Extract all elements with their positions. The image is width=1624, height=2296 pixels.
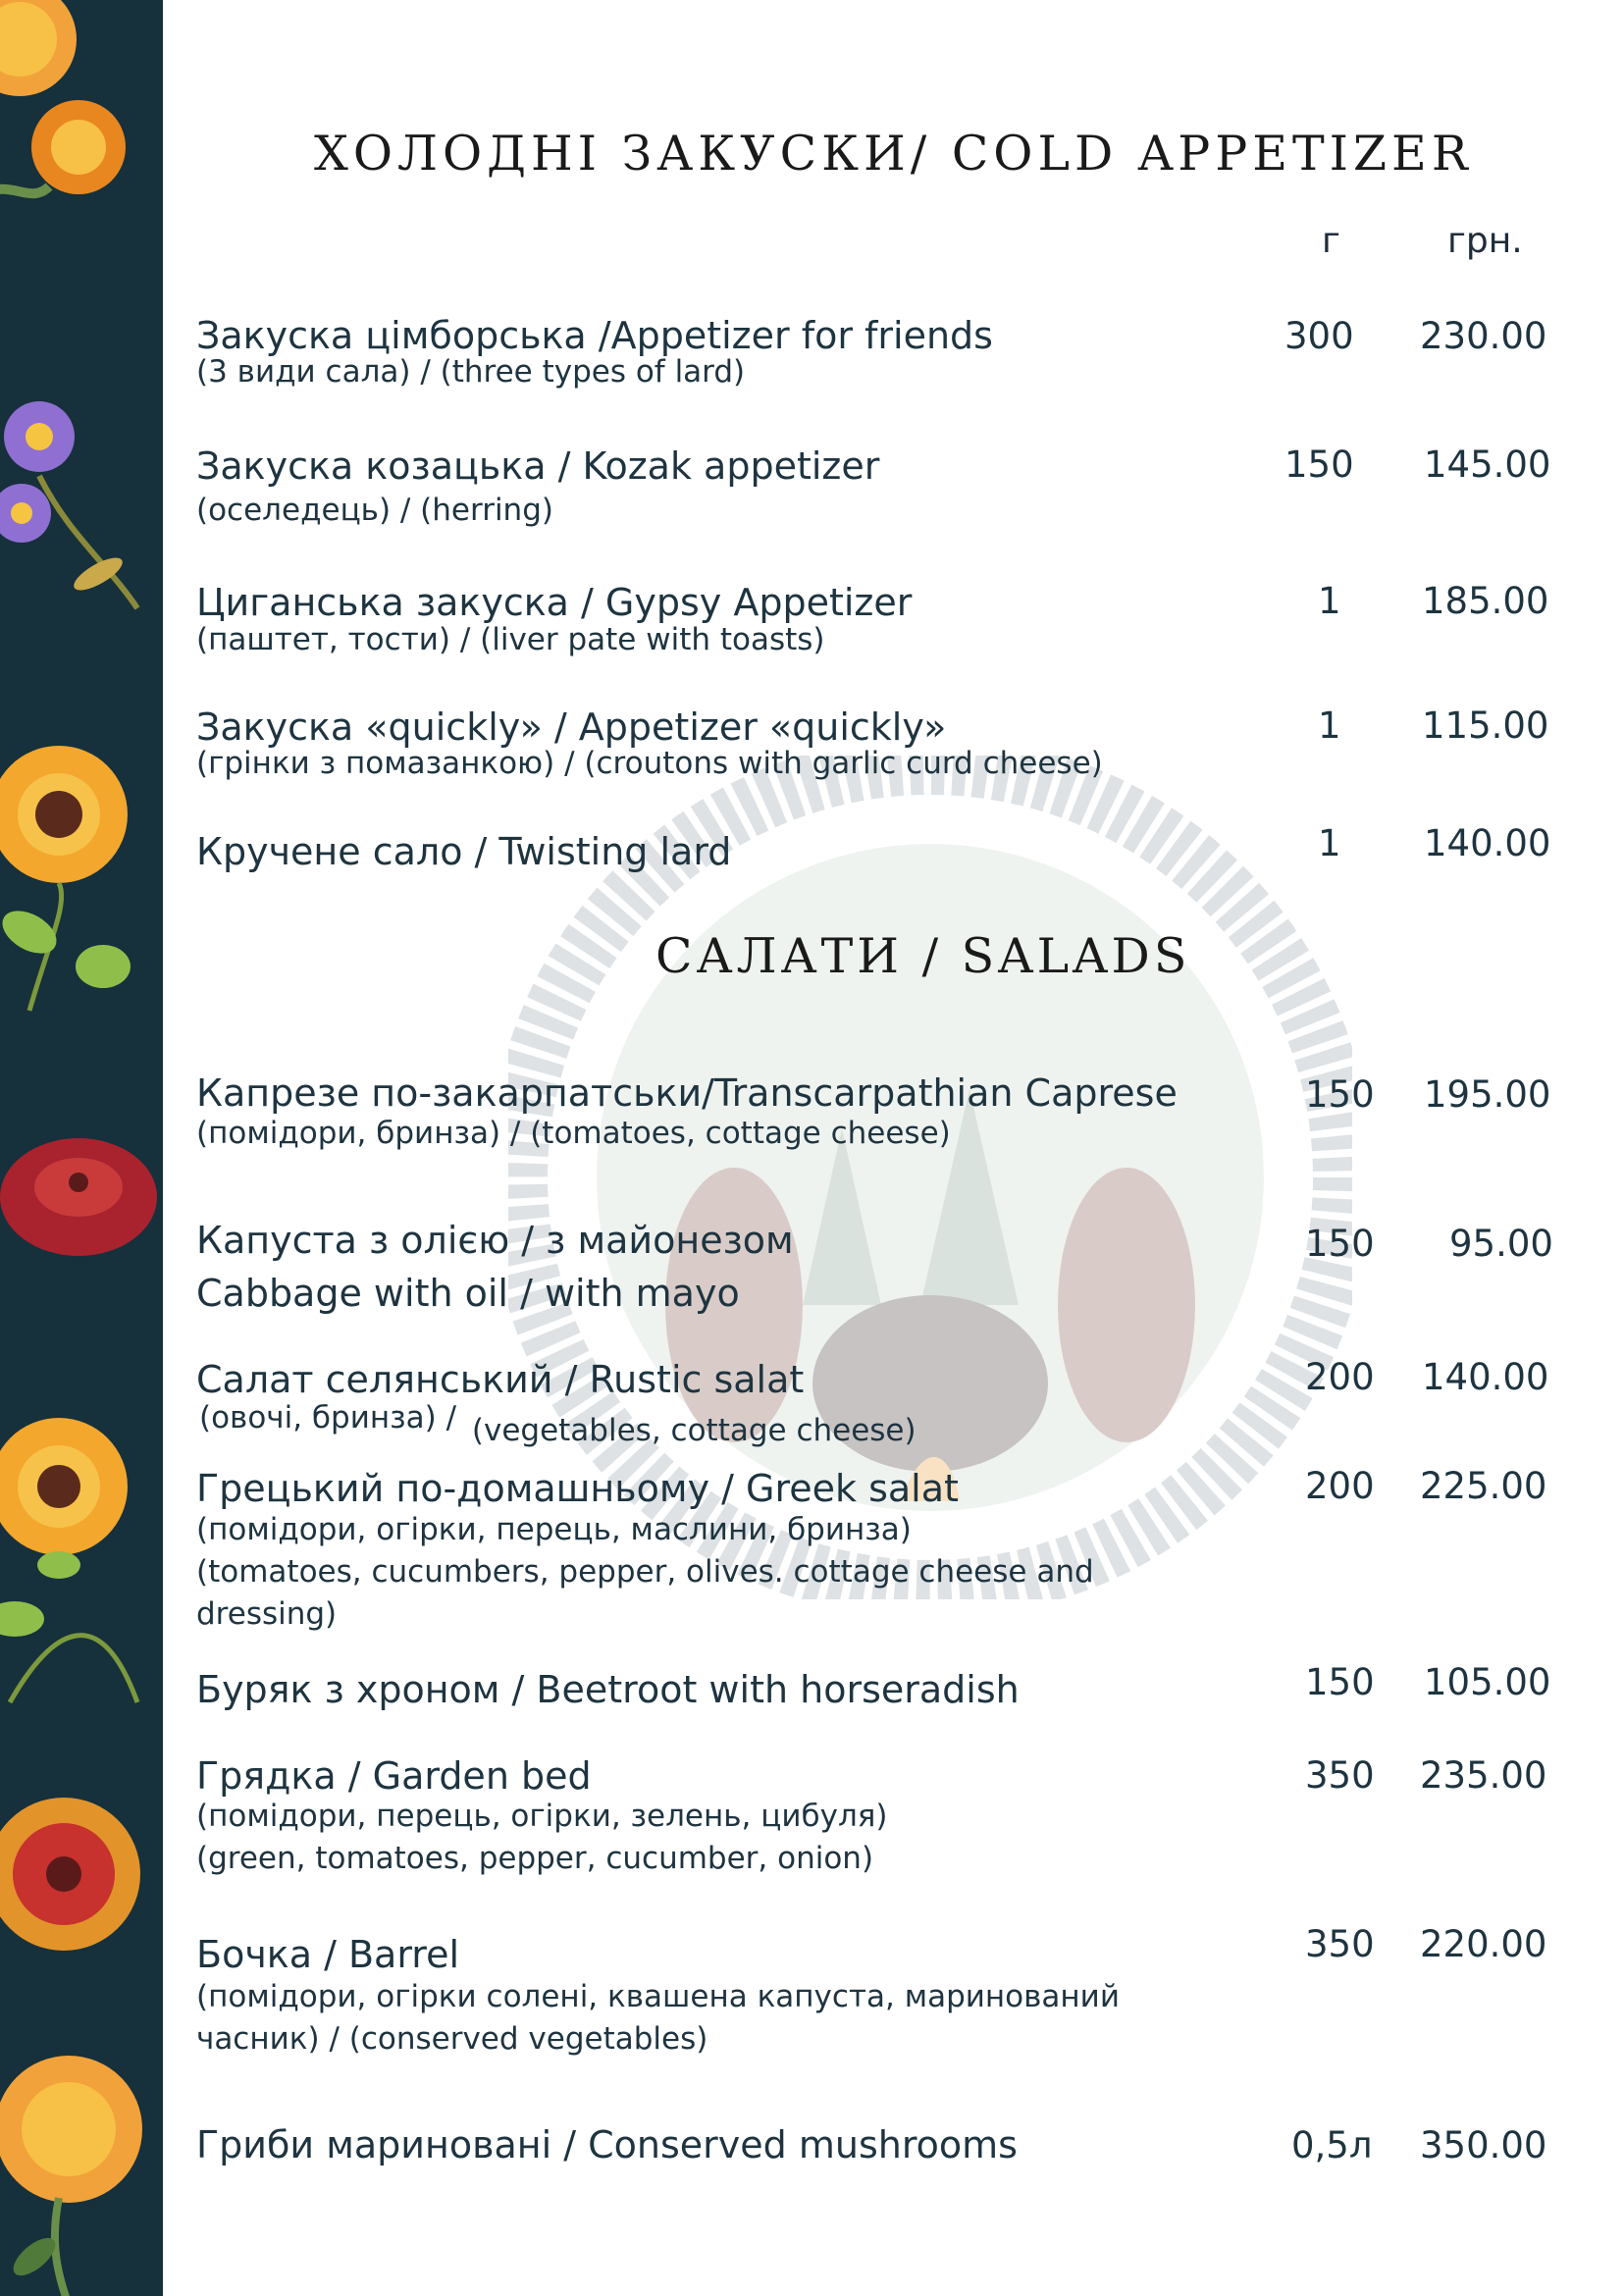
item-name: Закуска «quickly» / Appetizer «quickly» — [196, 705, 947, 749]
item-name: Гриби мариновані / Conserved mushrooms — [196, 2123, 1018, 2166]
item-description: (помідори, перець, огірки, зелень, цибуля) — [196, 1799, 888, 1834]
menu-item — [196, 828, 1452, 875]
item-weight: 350 — [1305, 1923, 1375, 1965]
item-name-english: Cabbage with oil / with mayo — [196, 1272, 740, 1315]
item-description: (помідори, огірки солені, квашена капуста, маринований — [196, 1979, 1120, 2014]
item-price: 225.00 — [1420, 1465, 1547, 1507]
item-description-en: (tomatoes, cucumbers, pepper, olives. cottage cheese and — [196, 1554, 1094, 1590]
poppy-icon — [0, 1128, 163, 1276]
menu-item — [196, 579, 1452, 661]
item-description: (оселедець) / (herring) — [196, 493, 553, 528]
item-name: Буряк з хроном / Beetroot with horseradish — [196, 1668, 1020, 1711]
menu-item — [196, 1666, 1452, 1713]
item-price: 220.00 — [1420, 1923, 1547, 1965]
item-description-en: dressing) — [196, 1596, 338, 1632]
item-description-ua: (овочі, бринза) / — [199, 1400, 457, 1435]
item-description-cont: часник) / (conserved vegetables) — [196, 2021, 708, 2057]
menu-item — [196, 1217, 1452, 1317]
sunflower-icon — [0, 1418, 157, 1712]
item-weight: 200 — [1305, 1465, 1375, 1507]
menu-item — [196, 312, 1452, 393]
item-name: Капуста з олією / з майонезом — [196, 1219, 794, 1262]
item-name: Закуска цімборська /Appetizer for friends — [196, 314, 993, 357]
item-price: 115.00 — [1422, 704, 1549, 747]
menu-item — [196, 1931, 1452, 2061]
item-description: (помідори, огірки, перець, маслини, бринза) — [196, 1512, 912, 1547]
aster-icon — [0, 397, 147, 623]
item-description: (3 види сала) / (three types of lard) — [196, 354, 746, 390]
item-name: Кручене сало / Twisting lard — [196, 830, 732, 873]
item-weight: 300 — [1284, 315, 1354, 357]
item-weight: 1 — [1318, 580, 1341, 622]
item-price: 105.00 — [1424, 1661, 1551, 1703]
item-name: Циганська закуска / Gypsy Appetizer — [196, 581, 913, 624]
item-weight: 150 — [1305, 1223, 1375, 1265]
floral-sidebar — [0, 0, 163, 2296]
item-description: (грінки з помазанкою) / (croutons with garlic curd cheese) — [196, 746, 1103, 781]
item-name: Грецький по-домашньому / Greek salat — [196, 1467, 959, 1510]
item-price: 145.00 — [1424, 444, 1551, 486]
item-name: Бочка / Barrel — [196, 1933, 460, 1976]
price-column-header: грн. — [1447, 221, 1523, 261]
item-weight: 350 — [1305, 1754, 1375, 1797]
item-name: Салат селянський / Rustic salat — [196, 1358, 805, 1401]
item-weight: 150 — [1305, 1073, 1375, 1116]
menu-item — [196, 2121, 1452, 2168]
item-description: (паштет, тости) / (liver pate with toasts) — [196, 622, 825, 657]
item-description — [196, 1397, 1452, 1448]
menu-item — [196, 1465, 1452, 1636]
menu-item — [196, 443, 1452, 532]
item-price: 195.00 — [1424, 1073, 1551, 1116]
item-price: 140.00 — [1422, 1356, 1549, 1398]
item-price: 95.00 — [1449, 1223, 1553, 1265]
item-price: 230.00 — [1420, 315, 1547, 357]
item-weight: 1 — [1318, 822, 1341, 864]
menu-page — [163, 0, 1624, 2296]
item-description: (помідори, бринза) / (tomatoes, cottage cheese) — [196, 1116, 951, 1151]
salads-heading: САЛАТИ / SALADS — [655, 928, 1191, 984]
item-description-en: (vegetables, cottage cheese) — [471, 1413, 917, 1448]
item-name: Закуска козацька / Kozak appetizer — [196, 444, 880, 488]
sunflower-icon — [0, 746, 157, 1020]
marigold-icon — [0, 0, 157, 235]
menu-item — [196, 704, 1452, 785]
item-price: 140.00 — [1424, 822, 1551, 864]
cold-appetizers-heading: ХОЛОДНІ ЗАКУСКИ/ COLD APPETIZER — [314, 126, 1473, 182]
item-price: 185.00 — [1422, 580, 1549, 622]
weight-column-header: г — [1322, 221, 1340, 261]
item-weight: 0,5л — [1291, 2124, 1373, 2166]
menu-item — [196, 1070, 1452, 1155]
item-description-en: (green, tomatoes, pepper, cucumber, onion) — [196, 1841, 874, 1876]
menu-item — [196, 1356, 1452, 1448]
item-price: 235.00 — [1420, 1754, 1547, 1797]
item-weight: 1 — [1318, 704, 1341, 747]
item-price: 350.00 — [1420, 2124, 1547, 2166]
item-weight: 150 — [1305, 1661, 1375, 1703]
item-weight: 150 — [1284, 444, 1354, 486]
marigold-icon — [0, 2051, 163, 2296]
item-name: Капрезе по-закарпатськи/Transcarpathian Caprese — [196, 1071, 1178, 1115]
item-name: Грядка / Garden bed — [196, 1754, 592, 1798]
item-weight: 200 — [1305, 1356, 1375, 1398]
menu-item — [196, 1752, 1452, 1880]
poppy-icon — [0, 1796, 157, 1962]
